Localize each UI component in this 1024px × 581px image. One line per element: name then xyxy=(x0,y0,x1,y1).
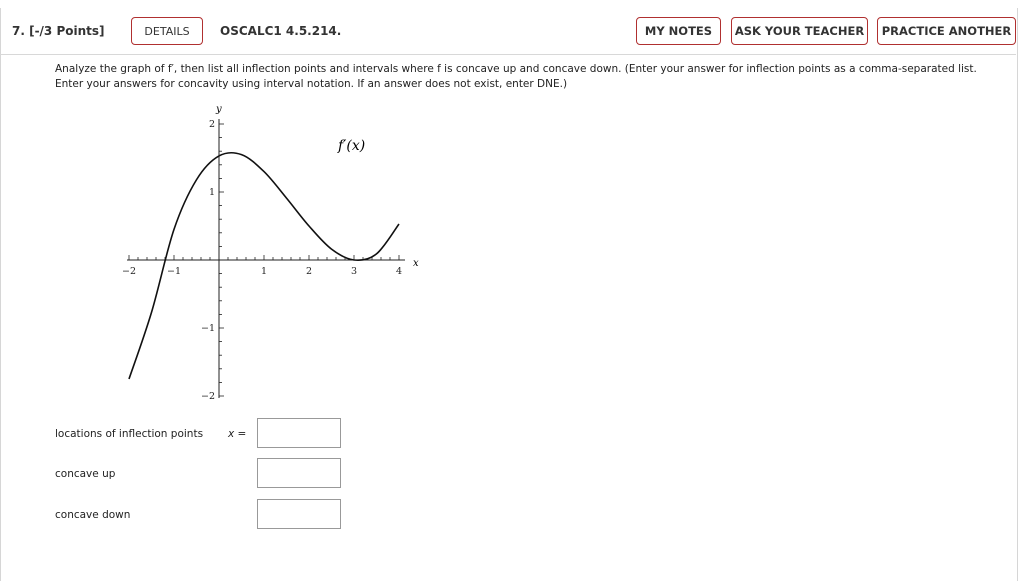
question-number: 7. [-/3 Points] xyxy=(12,24,105,38)
concave-up-label: concave up xyxy=(55,468,116,480)
instructions-line-2: Enter your answers for concavity using interval notation. If an answer does not exist, enter DNE.) xyxy=(55,78,568,90)
instructions-line-1: Analyze the graph of f′, then list all inflection points and intervals where f is concave up and concave down. (Enter your answer for inflection points as a comma-separated list. xyxy=(55,63,977,75)
practice-another-button[interactable]: PRACTICE ANOTHER xyxy=(877,17,1016,45)
concave-down-input[interactable] xyxy=(257,499,341,529)
x-tick-label: 2 xyxy=(305,266,313,277)
details-button[interactable]: DETAILS xyxy=(131,17,203,45)
x-tick-label: 4 xyxy=(395,266,403,277)
question-header xyxy=(0,8,1016,55)
y-tick-label: −1 xyxy=(200,323,215,334)
concave-up-input[interactable] xyxy=(257,458,341,488)
my-notes-button[interactable]: MY NOTES xyxy=(636,17,721,45)
x-tick-label: 1 xyxy=(260,266,268,277)
y-axis-label: y xyxy=(216,104,222,115)
y-tick-label: −2 xyxy=(200,391,215,402)
concave-down-label: concave down xyxy=(55,509,131,521)
x-tick-label: −2 xyxy=(121,266,137,277)
y-tick-label: 2 xyxy=(208,119,215,130)
inflection-points-input[interactable] xyxy=(257,418,341,448)
instructions xyxy=(55,62,1015,92)
x-equals-label: x = xyxy=(228,428,247,440)
derivative-graph xyxy=(100,100,430,405)
problem-code: OSCALC1 4.5.214. xyxy=(220,24,342,38)
inflection-points-label: locations of inflection points xyxy=(55,428,204,440)
y-tick-label: 1 xyxy=(208,187,215,198)
x-axis-label: x xyxy=(413,258,419,269)
x-tick-label: −1 xyxy=(166,266,182,277)
x-tick-label: 3 xyxy=(350,266,358,277)
curve-label: f′(x) xyxy=(338,138,366,154)
ask-your-teacher-button[interactable]: ASK YOUR TEACHER xyxy=(731,17,868,45)
